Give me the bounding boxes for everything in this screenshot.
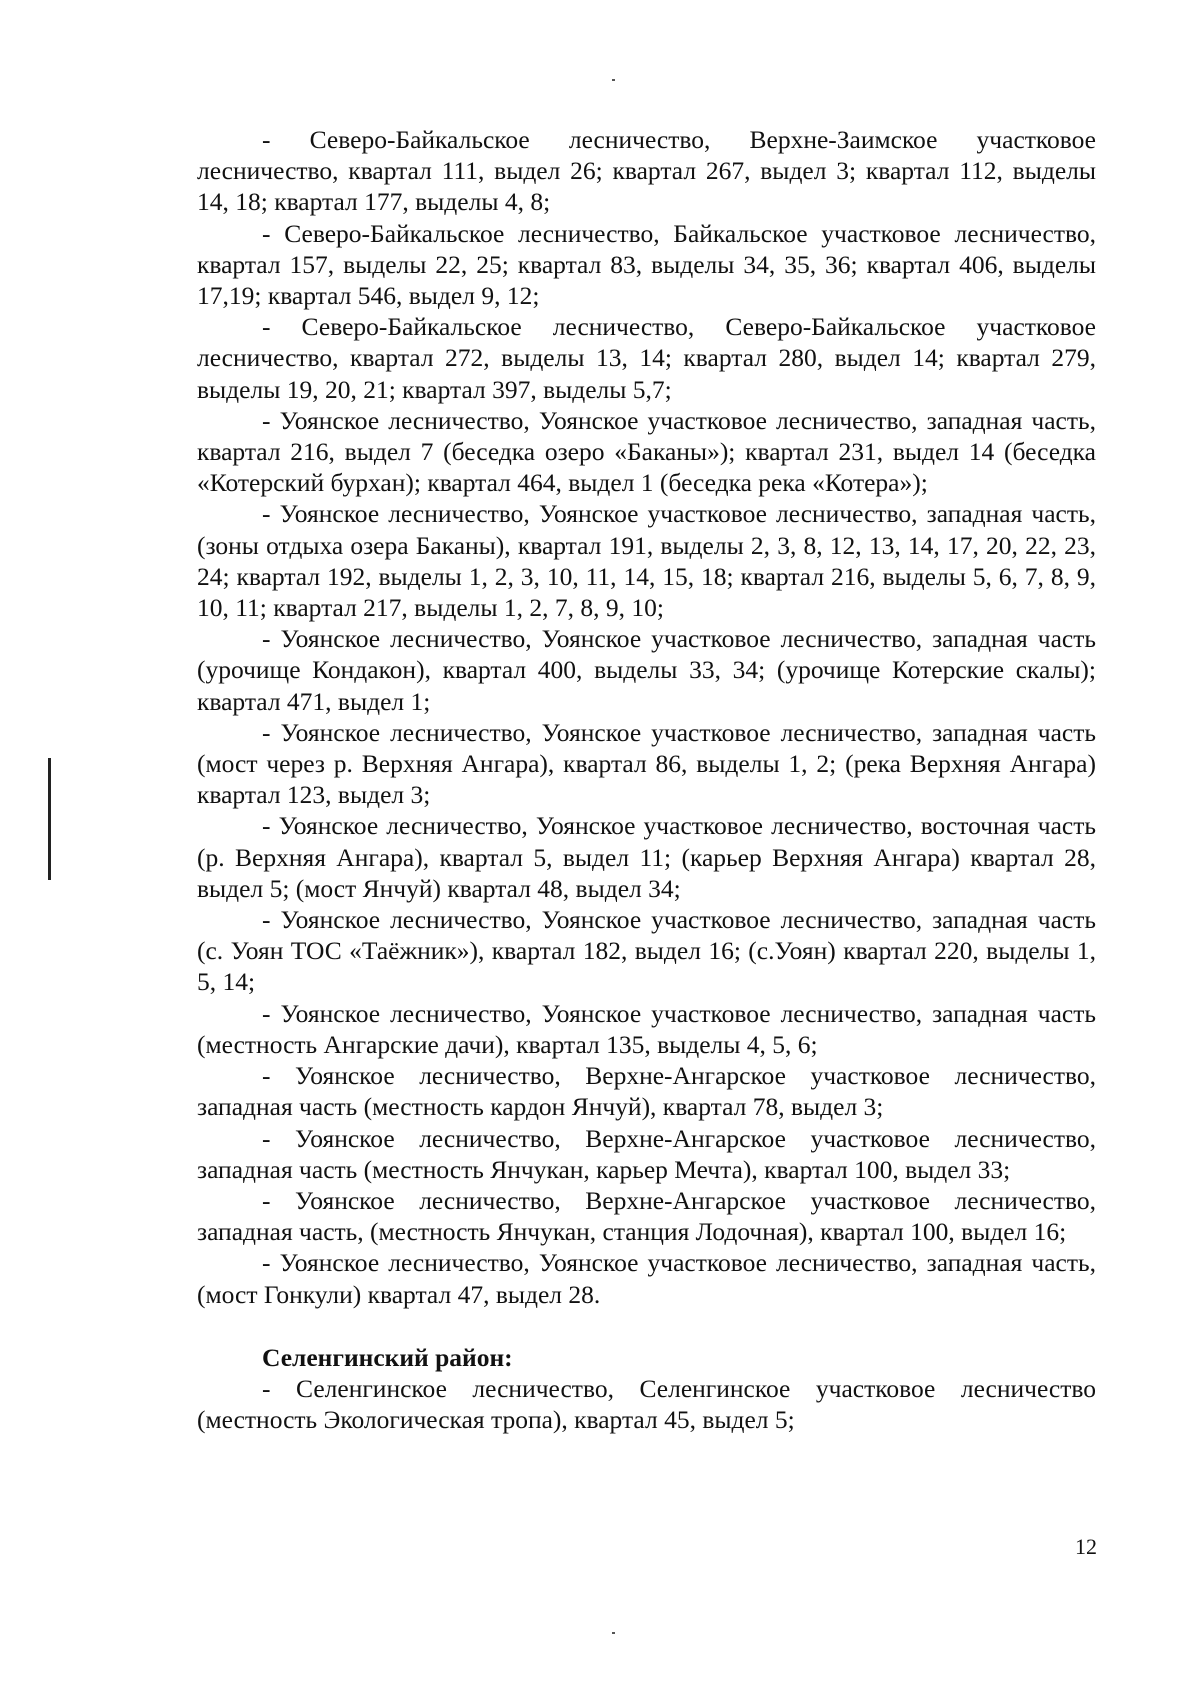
- list-item: - Северо-Байкальское лесничество, Байкальское участковое лесничество, квартал 157, выделы 22, 25; квартал 83, выделы 34, 35, 36; квартал 406, выделы 17,19; квартал 546, выдел 9, 12;: [197, 218, 1096, 311]
- page-number: 12: [1075, 1534, 1097, 1559]
- list-item: - Уоянское лесничество, Уоянское участковое лесничество, западная часть (местность Ангарские дачи), квартал 135, выделы 4, 5, 6;: [197, 998, 1096, 1059]
- list-item: - Уоянское лесничество, Уоянское участковое лесничество, западная часть (с. Уоян ТОС «Таёжник»), квартал 182, выдел 16; (с.Уоян) квартал 220, выделы 1, 5, 14;: [197, 905, 1096, 997]
- list-item: - Уоянское лесничество, Уоянское участковое лесничество, западная часть, (мост Гонкули) квартал 47, выдел 28.: [197, 1248, 1096, 1309]
- list-item: - Уоянское лесничество, Верхне-Ангарское участковое лесничество, западная часть (местность Янчукан, карьер Мечта), квартал 100, выдел 33;: [197, 1123, 1096, 1184]
- list-item: - Уоянское лесничество, Уоянское участковое лесничество, восточная часть (р. Верхняя Ангара), квартал 5, выдел 11; (карьер Верхняя Ангара) квартал 28, выдел 5; (мост Янчуй) квартал 48, выдел 34;: [197, 811, 1096, 903]
- list-item: - Уоянское лесничество, Уоянское участковое лесничество, западная часть, (зоны отдыха озера Баканы), квартал 191, выделы 2, 3, 8, 12, 13, 14, 17, 20, 22, 23, 24; квартал 192, выделы 1, 2, 3, 10, 11, 14, 15, 18; квартал 216, выделы 5, 6, 7, 8, 9, 10, 11; квартал 217, выделы 1, 2, 7, 8, 9, 10;: [197, 499, 1096, 623]
- list-item: - Уоянское лесничество, Уоянское участковое лесничество, западная часть (мост через р. Верхняя Ангара), квартал 86, выделы 1, 2; (река Верхняя Ангара) квартал 123, выдел 3;: [197, 717, 1096, 810]
- document-body: [197, 124, 1096, 1435]
- list-item: - Уоянское лесничество, Уоянское участковое лесничество, западная часть (урочище Кондакон), квартал 400, выделы 33, 34; (урочище Котерские скалы); квартал 471, выдел 1;: [197, 624, 1096, 716]
- list-item: - Уоянское лесничество, Верхне-Ангарское участковое лесничество, западная часть, (местность Янчукан, станция Лодочная), квартал 100, выдел 16;: [197, 1185, 1096, 1247]
- list-item: - Селенгинское лесничество, Селенгинское участковое лесничество (местность Экологическая тропа), квартал 45, выдел 5;: [197, 1373, 1096, 1435]
- section-heading: Селенгинский район:: [262, 1342, 513, 1372]
- scan-mark-top: [612, 79, 615, 81]
- scan-margin-line: [48, 758, 51, 880]
- list-item: - Уоянское лесничество, Верхне-Ангарское участковое лесничество, западная часть (местность кардон Янчуй), квартал 78, выдел 3;: [197, 1061, 1096, 1122]
- list-item: - Северо-Байкальское лесничество, Верхне-Заимское участковое лесничество, квартал 111, выдел 26; квартал 267, выдел 3; квартал 112, выделы 14, 18; квартал 177, выделы 4, 8;: [197, 125, 1096, 217]
- list-item: - Уоянское лесничество, Уоянское участковое лесничество, западная часть, квартал 216, выдел 7 (беседка озеро «Баканы»); квартал 231, выдел 14 (беседка «Котерский бурхан); квартал 464, выдел 1 (беседка река «Котера»);: [197, 405, 1096, 498]
- scan-mark-bottom: [612, 1632, 615, 1634]
- list-item: - Северо-Байкальское лесничество, Северо-Байкальское участковое лесничество, квартал 272, выделы 13, 14; квартал 280, выдел 14; квартал 279, выделы 19, 20, 21; квартал 397, выделы 5,7;: [197, 312, 1096, 404]
